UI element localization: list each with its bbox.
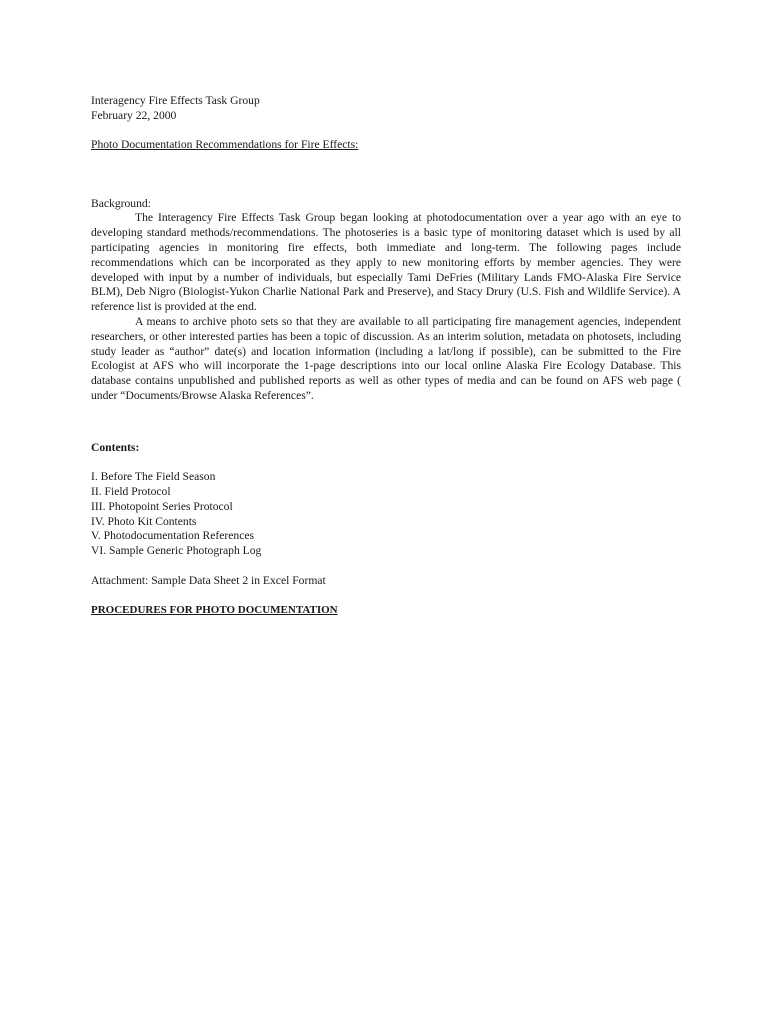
document-date: February 22, 2000 xyxy=(91,108,177,122)
contents-item: IV. Photo Kit Contents xyxy=(91,514,197,528)
contents-item: VI. Sample Generic Photograph Log xyxy=(91,544,262,558)
contents-heading: Contents: xyxy=(91,440,140,454)
background-paragraph-1: The Interagency Fire Effects Task Group began looking at photodocumentation over a year ago with an eye to developing standard methods/recommendations. The photoseries is a basic type of monitoring dataset which is used by all participating agencies in monitoring fire effects, both immediate and long-term. The following pages include recommendations which can be incorporated as they apply to new monitoring efforts by member agencies. They were developed with input by a number of individuals, but especially Tami DeFries (Military Lands FMO-Alaska Fire Service BLM), Deb Nigro (Biologist-Yukon Charlie National Park and Preserve), and Stacy Drury (U.S. Fish and Wildlife Service). A reference list is provided at the end. xyxy=(91,211,681,314)
contents-item: II. Field Protocol xyxy=(91,485,171,499)
attachment-note: Attachment: Sample Data Sheet 2 in Excel Format xyxy=(91,573,326,587)
background-heading: Background: xyxy=(91,196,151,210)
contents-item: III. Photopoint Series Protocol xyxy=(91,499,233,513)
organization-name: Interagency Fire Effects Task Group xyxy=(91,94,260,107)
document-title: Photo Documentation Recommendations for Fire Effects: xyxy=(91,138,359,152)
background-paragraph-2: A means to archive photo sets so that they are available to all participating fire management agencies, independent researchers, or other interested parties has been a topic of discussion. As an interim solution, metadata on photosets, including study leader as “author” date(s) and location information (including a lat/long if possible), can be submitted to the Fire Ecologist at AFS who will incorporate the 1-page descriptions into our local online Alaska Fire Ecology Database. This database contains unpublished and published reports as well as other types of media and can be found on AFS web page ( under “Documents/Browse Alaska References”. xyxy=(91,315,681,403)
document-page xyxy=(91,94,681,618)
contents-list xyxy=(91,470,681,559)
contents-item: V. Photodocumentation References xyxy=(91,529,255,543)
procedures-heading: PROCEDURES FOR PHOTO DOCUMENTATION xyxy=(91,604,338,617)
contents-item: I. Before The Field Season xyxy=(91,470,216,484)
